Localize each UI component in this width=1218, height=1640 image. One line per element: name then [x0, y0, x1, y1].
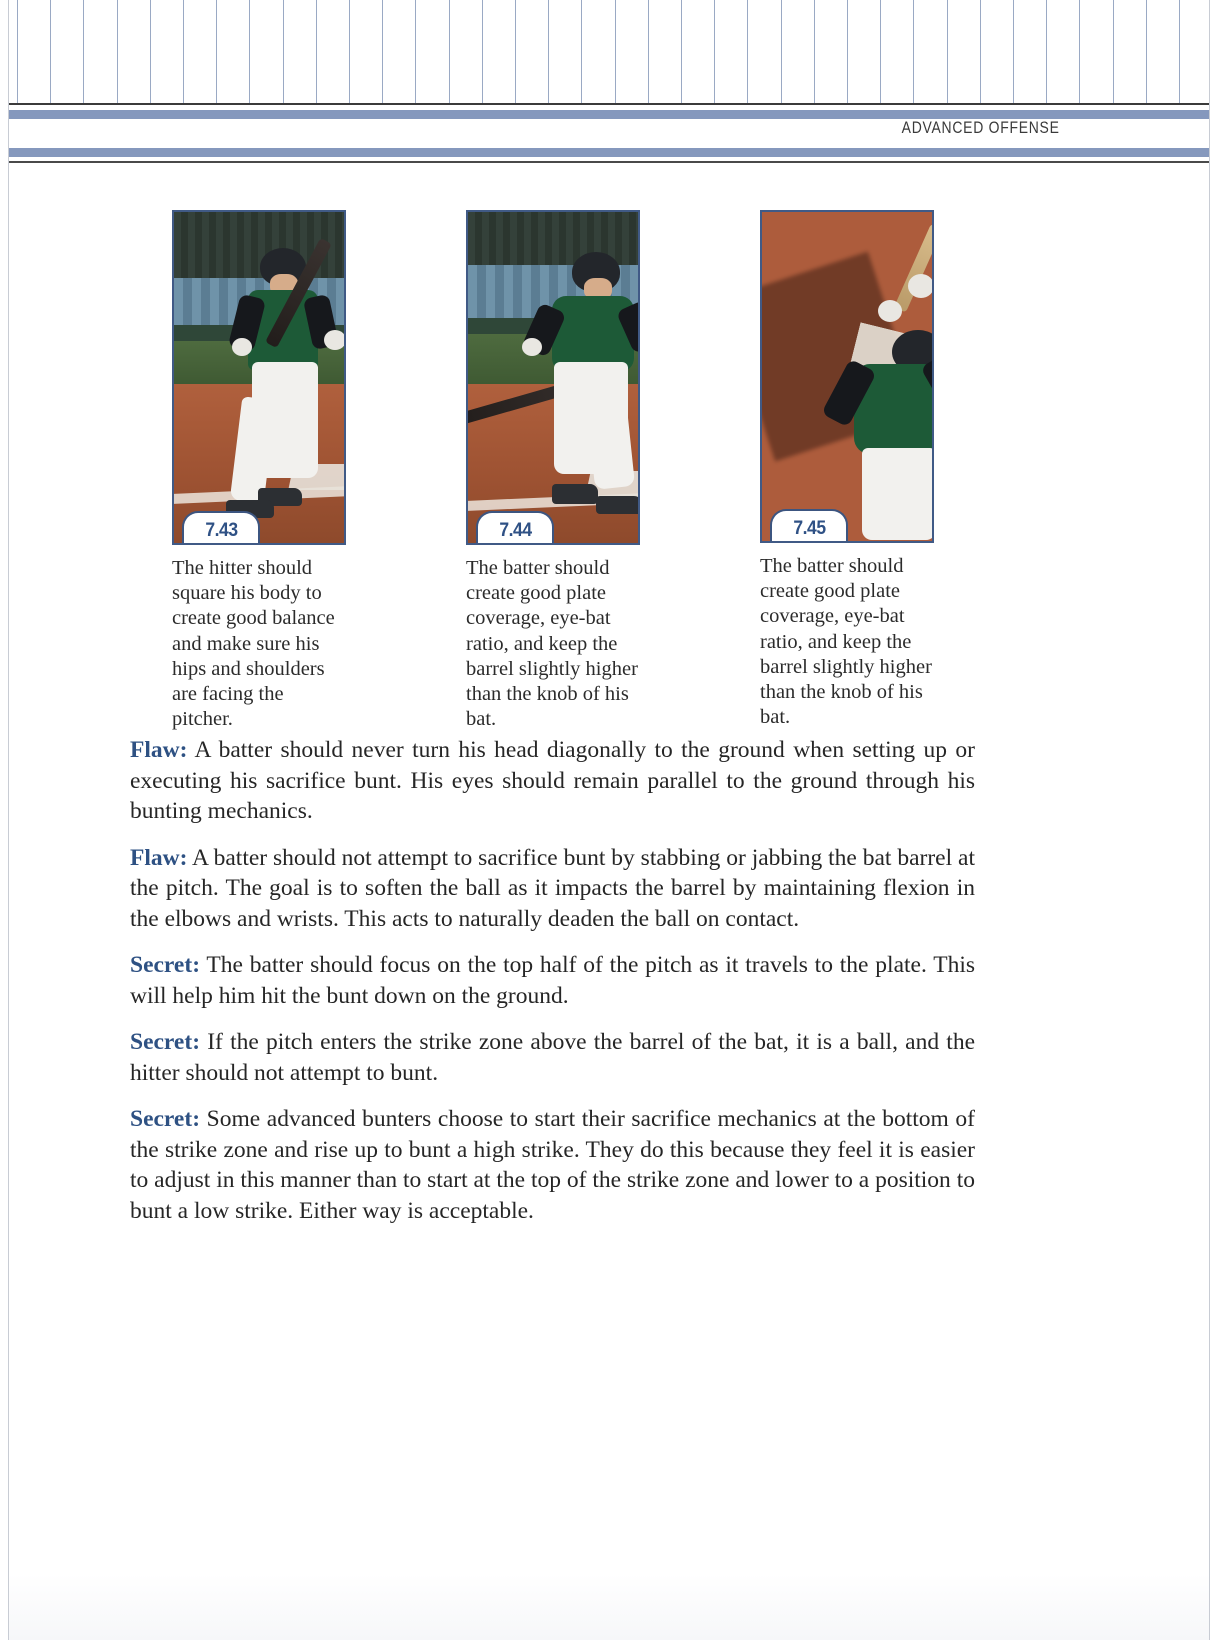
figure-number-7-44: 7.44 [498, 519, 532, 541]
comb-tick [183, 0, 184, 105]
paragraph-lead-label: Flaw: [130, 844, 188, 871]
comb-tick [449, 0, 450, 105]
figure-caption-7-44: The batter should create good plate coverage, eye-bat ratio, and keep the barrel slightly higher than the knob of his bat. [466, 557, 638, 731]
comb-tick [316, 0, 317, 105]
figure-number-badge-7-45 [770, 509, 848, 543]
figure-row [132, 194, 974, 748]
comb-tick [980, 0, 981, 105]
decorative-comb-band [9, 0, 1209, 105]
paragraph-text: Some advanced bunters choose to start their sacrifice mechanics at the bottom of the strike zone and rise up to bunt a high strike. They do this because they feel it is easier to adjust in this manner than to start at the top of the strike zone and lower to a position to bunt a low strike. Either way is acceptable. [130, 1106, 975, 1224]
paragraph-text: A batter should not attempt to sacrifice bunt by stabbing or jabbing the bat barrel at the pitch. The goal is to soften the ball as it impacts the barrel by maintaining flexion in the elbows and wrists. This acts to naturally deaden the ball on contact. [130, 844, 975, 932]
comb-tick [847, 0, 848, 105]
comb-tick [681, 0, 682, 105]
comb-tick [1179, 0, 1180, 105]
page-edge-right [1209, 0, 1210, 1640]
comb-tick [515, 0, 516, 105]
comb-tick [50, 0, 51, 105]
paragraph-text: A batter should never turn his head diagonally to the ground when setting up or executing his sacrifice bunt. His eyes should remain parallel to the ground through his bunting mechanics. [130, 737, 975, 824]
comb-tick [747, 0, 748, 105]
comb-tick [648, 0, 649, 105]
comb-tick [482, 0, 483, 105]
paragraph-lead-label: Secret: [130, 1029, 201, 1055]
comb-tick [216, 0, 217, 105]
comb-tick [548, 0, 549, 105]
figure-number-badge-7-44 [476, 511, 554, 545]
figure-image-7-45 [760, 210, 934, 543]
comb-tick [1046, 0, 1047, 105]
body-paragraph [130, 950, 975, 1011]
page-edge-left [8, 0, 9, 1640]
figure-image-7-43 [172, 210, 346, 545]
body-paragraph [130, 843, 975, 935]
comb-tick [415, 0, 416, 105]
running-head: ADVANCED OFFENSE [902, 118, 1060, 137]
comb-tick [880, 0, 881, 105]
header-rule-bottom-blue [9, 148, 1209, 157]
comb-tick [382, 0, 383, 105]
figure-caption-7-43: The hitter should square his body to create good balance and make sure his hips and shoulders are facing the pitcher. [172, 557, 335, 731]
comb-tick [1146, 0, 1147, 105]
comb-tick [283, 0, 284, 105]
comb-tick [249, 0, 250, 105]
paragraph-lead-label: Flaw: [130, 737, 188, 763]
paragraph-text: If the pitch enters the strike zone above the barrel of the bat, it is a ball, and the hitter should not attempt to bunt. [130, 1029, 975, 1086]
comb-tick [1013, 0, 1014, 105]
comb-tick [150, 0, 151, 105]
body-paragraph [130, 1027, 975, 1088]
comb-tick [83, 0, 84, 105]
figure-number-badge-7-43 [182, 511, 260, 545]
comb-tick [615, 0, 616, 105]
figure-number-7-45: 7.45 [792, 517, 826, 539]
figure-caption-7-45: The batter should create good plate coverage, eye-bat ratio, and keep the barrel slightly higher than the knob of his bat. [760, 555, 932, 729]
page-footer [9, 1574, 1209, 1640]
body-paragraph [130, 735, 975, 827]
paragraph-text: The batter should focus on the top half of the pitch as it travels to the plate. This will help him hit the bunt down on the ground. [130, 952, 975, 1009]
figure-number-7-43: 7.43 [204, 519, 238, 541]
body-copy [130, 735, 975, 1226]
comb-tick [17, 0, 18, 105]
comb-tick [947, 0, 948, 105]
figure-image-7-44 [466, 210, 640, 545]
figure-7-43 [172, 210, 346, 732]
comb-tick [714, 0, 715, 105]
comb-tick [117, 0, 118, 105]
header-rule-bottom-dark [9, 161, 1209, 163]
paragraph-lead-label: Secret: [130, 1106, 201, 1132]
comb-tick [814, 0, 815, 105]
header-rule-top-dark [9, 103, 1209, 105]
body-paragraph [130, 1104, 975, 1226]
figure-7-44 [466, 210, 640, 732]
figure-7-45 [760, 210, 934, 732]
comb-tick [349, 0, 350, 105]
comb-tick [913, 0, 914, 105]
comb-tick [1113, 0, 1114, 105]
paragraph-lead-label: Secret: [130, 952, 201, 978]
comb-tick [781, 0, 782, 105]
comb-tick [581, 0, 582, 105]
comb-tick [1079, 0, 1080, 105]
